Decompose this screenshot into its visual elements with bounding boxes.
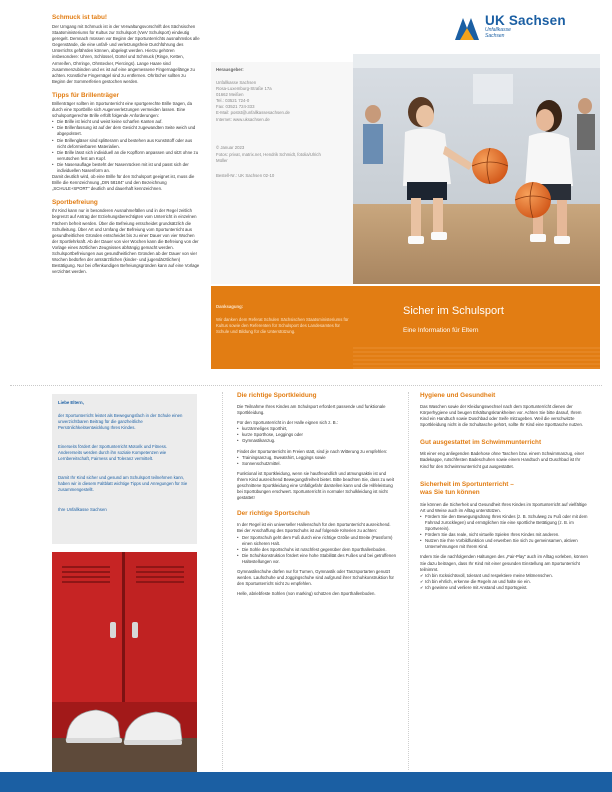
befreiung-body: Ihr Kind kann nur in besonderen Ausnahmefällen und in der Regel zeitlich begrenzt auf Antrag der Erziehungsberechtigten vom Unterricht in einzelnen Fächern befreit werden. Über die Befreiung entscheidet grundsätzlich die Schulleitung. Über Art und Umfang der Befreiung vom Sportunterricht aus gesundheitlichen Gründen entscheidet bis zu einer Dauer von vier Wochen der Sportlehrkraft. Ab der Dauer von vier Wochen kann die Befreiung von der Vorlage eines ärztlichen Zeugnisses abhängig gemacht werden. Schulsportbefreiungen aus gesundheitlichen Gründen ab der Dauer von vier Wochen bedürfen der amtsärztlichen (kinder- und jugendärztlichen) Bestätigung. Nur bei offenkundigen Befreiungsgründen kann auf eine Vorlage verzichtet werden. xyxy=(52,208,200,275)
list-item: • Die Nasenauflage besteht der Nasenrücken mit ist und passt sich der individuellen Nasenform an. xyxy=(52,162,200,174)
schmuck-title: Schmuck ist tabu! xyxy=(52,14,108,21)
photo-credits: Fotos: privat, matrix.net, Hendrik Schmidt, fotolia/Ulrich Müller xyxy=(216,152,321,164)
address-line: Rosa-Luxemburg-Straße 17a xyxy=(216,86,272,92)
brille-list xyxy=(52,119,200,174)
schwimm-title: Gut ausgestattet im Schwimmunterricht xyxy=(420,439,542,447)
letter-sign: Ihre Unfallkasse Sachsen xyxy=(58,507,107,512)
letter-p3: Damit Ihr Kind sicher und gesund am Schulsport teilnehmen kann, haben wir in diesem Faltblatt wichtige Tipps und Anregungen für Sie zusammengestellt. xyxy=(58,475,188,493)
list-item: • kurzärmeliges Sporthirt, xyxy=(237,426,397,432)
kleidung-title: Die richtige Sportkleidung xyxy=(237,392,317,399)
logo-tagline-line: Sachsen xyxy=(485,32,505,39)
befreiung-title: Sportbefreiung xyxy=(52,199,98,207)
schuh-p1: Gymnastikschuhe dürfen nur für Turnen, Gymnastik oder Tanzsportarten genutzt werden. Laufschuhe und Joggingschuhe sind aufgrund ihrer Schuhkonstruktion für den Sportunterricht nicht zu empfehlen. xyxy=(237,568,394,587)
dank-body: Wir danken dem Referat Schulen Sächsischen Staatsministeriums für Kultus sowie den Referenten für Schulsport des Landesamtes für Schule und Bildung für die Unterstützung. xyxy=(216,317,349,335)
kleidung-intro: Die Teilnahme Ihres Kindes am Schulsport erfordert passende und funktionale Sportkleidung. xyxy=(237,404,386,416)
column-divider xyxy=(408,392,409,770)
panel-middle xyxy=(237,392,397,597)
sicherheit-intro: Sie können die Sicherheit und Gesundheit Ihres Kindes im Sportunterricht auf vielfältige Art und Weise auch im Alltag unterstützen. xyxy=(420,501,587,513)
impressum xyxy=(211,14,353,284)
list-item: • Die Brille ist leicht und weist keine scharfen Kanten auf. xyxy=(52,119,200,125)
sicherheit-title-line: Sicherheit im Sportunterricht – xyxy=(420,480,514,488)
letter-p2: Einerseits fördert der Sportunterricht Motorik und Fitness. Andererseits werden durch ihn soziale Kompetenzen wie Lernbereitschaft, Fairness und Toleranz vermittelt. xyxy=(58,444,168,462)
logo-tagline xyxy=(485,28,511,39)
letter-box xyxy=(52,394,197,544)
brille-title: Tipps für Brillenträger xyxy=(52,91,119,99)
schmuck-body: Der Umgang mit Schmuck ist in der Verwaltungsvorschrift des Sächsischen Staatsministeriums für Kultus zur Schulsport (VwV Schulsport) eindeutig geregelt. Demnach müssen vor Beginn der Sportunterrichts ausnahmslos alle Gegenstände, die eine unfall- und verletzungsfreie Durchführung des Unterrichts gefährden können, abgelegt werden. Hierzu gehören insbesondere: Uhren, Schlüssel, Gürtel und Schmuck (Ringe, Ketten, Armreifen, Ohrringe, Ohrstecker, Piercings). Lange Haare sind zusammenzubinden und es ist auf eine angemessene Fingernagellänge zu achten. Künstliche Fingernägel sind zu entfernen. Ohrlöcher sollten zu Beginn der Sommerferien gestochen werden. xyxy=(52,24,200,84)
schuh-p2: Helle, abriebfeste Sohlen (non marking) schützen den Sporthallenboden. xyxy=(237,591,376,597)
hygiene-title: Hygiene und Gesundheit xyxy=(420,392,496,399)
schuh-list xyxy=(237,535,397,565)
schuh-title: Der richtige Sportschuh xyxy=(237,510,310,518)
address-line: E-Mail: postst@unfallkassesachsen.de xyxy=(216,110,290,116)
address-line: Fax: 03521 724-333 xyxy=(216,104,255,110)
list-item: • Fördern Sie das reale, nicht virtuelle Spielen Ihres Kindes mit anderen. xyxy=(420,532,590,538)
list-item: • Der Sportschuh geht dem Fuß durch eine richtige Größe und Breite (Passform) einen sicheren Halt. xyxy=(237,535,397,547)
list-item: • Sonnenschutzmittel. xyxy=(237,461,397,467)
letter-greeting: Liebe Eltern, xyxy=(58,400,84,405)
list-item: • Trainingsanzug, Sweatshirt, Leggings sowie xyxy=(237,455,397,461)
sicherheit-title xyxy=(420,481,590,497)
list-item: • Die Brillengläser sind splitterarm und bestehen aus Kunststoff oder aus nicht deformierbaren Materialien. xyxy=(52,138,200,150)
schwimm-body: Mit einer eng anliegenden Badehose ohne Taschen bzw. einem Schwimmanzug, einer Badekappe, rutschfesten Badeschuhen sowie einem Handtuch und Duschbad ist Ihr Kind für den Schwimmunterricht gut ausgestattet. xyxy=(420,451,585,469)
address-line: Internet: www.uksachsen.de xyxy=(216,116,270,122)
panel-right xyxy=(420,392,590,591)
address-line: Tel.: 03521 724-0 xyxy=(216,98,250,104)
sports-hall-photo xyxy=(353,54,600,284)
checklist-item: ✔ Ich gewinne und verliere mit Anstand und Sportsgeist. xyxy=(420,585,590,591)
cover-title: Sicher im Schulsport xyxy=(403,305,504,317)
cover-photo xyxy=(353,54,600,284)
order-number: Bestell-Nr.: UK Sachsen 02-10 xyxy=(216,173,275,178)
cover-subtitle: Eine Information für Eltern xyxy=(403,327,479,334)
sicherheit-list xyxy=(420,514,590,551)
list-item: • Die Brille lässt sich individuell an die Kopfform anpassen und sitzt ohne zu verrutschen fest am Kopf. xyxy=(52,150,200,162)
footer-blue-bar xyxy=(0,772,612,792)
dank-label: Danksagung: xyxy=(216,304,244,309)
fairplay-checklist xyxy=(420,573,590,591)
kleidung-body: Funktional ist Sportkleidung, wenn sie hautfreundlich und atmungsaktiv ist und Ihrem Kind ausreichend Bewegungsfreiheit bietet. Bitte beachten Sie, dass zu weit geschnittene Sportkleidung eine Unfallgefahr darstellen kann und die Hilfeleistung bei Sportübungen erschwert. Sportunterricht in normaler Schulkleidung ist nicht gestattet! xyxy=(237,470,394,501)
herausgeber-label: Herausgeber: xyxy=(216,67,244,72)
sicherheit-title-line: was Sie tun können xyxy=(420,488,480,496)
checklist-item: ✔ Ich bin rücksichtsvoll, tolerant und respektiere meine Mitmenschen. xyxy=(420,573,590,579)
list-item: • Nutzen Sie Ihre Vorbildfunktion und erwerben Sie sich zu gemeinsamen, aktiven Unternehmungen mit Ihrem Kind. xyxy=(420,538,590,550)
list-item: • Die Brillenfassung ist auf der dem Gesicht zugewandten Seite weich und abgepolstert. xyxy=(52,125,200,137)
logo-tagline-line: Unfallkasse xyxy=(485,27,511,33)
kleidung-frei-intro: Findet der Sportunterricht im Freien statt, sind je nach Witterung zu empfehlen: xyxy=(237,448,388,454)
schuh-intro: In der Regel ist ein universeller Hallenschuh für den Sportunterricht ausreichend. Bei der Anschaffung des Sportschuhs ist auf folgende Kriterien zu achten: xyxy=(237,522,391,534)
list-item: • Gymnastikanzug. xyxy=(237,438,397,444)
sicherheit-mid: Indem Sie die nachfolgenden Haltungen des „Fair-Play“ auch im Alltag vorleben, können Sie dazu beitragen, dass Ihr Kind mit einer gesunden Einstellung am Sportunterricht teilnimmt. xyxy=(420,554,588,572)
locker-photo xyxy=(52,552,197,774)
panel-top-left xyxy=(52,14,200,275)
letter-p1: der Sportunterricht leistet als Bewegungsfach in der Schule einen unverzichtbaren Beitrag für die ganzheitliche Persönlichkeitsentwicklung Ihres Kindes. xyxy=(58,413,183,431)
hygiene-body: Das Waschen sowie der Kleidungswechsel nach dem Sportunterricht dienen der Körperhygiene und beugen Erkältungskrankheiten vor. Achten Sie bitte darauf, Ihrem Kind ein Handtuch sowie Duschbad oder Seife mitzugeben. Weil die verschwitzte Sportkleidung nicht in die Schultasche gehört, sollte Ihr Kind eine Sporttasche nutzen. xyxy=(420,404,584,428)
red-locker-shoes-photo xyxy=(52,552,197,774)
copyright-year: © Januar 2023 xyxy=(216,145,245,150)
kleidung-halle-intro: Für den Sportunterricht in der Halle eignen sich z. B.: xyxy=(237,420,339,426)
address-line: Unfallkasse Sachsen xyxy=(216,80,257,85)
list-item: • kurze Sporthose, Leggings oder xyxy=(237,432,397,438)
logo xyxy=(453,13,593,49)
logo-name: UK Sachsen xyxy=(485,13,566,28)
brille-intro: Brillenträger sollten im Sportunterricht eine sportgerechte Brille tragen, da durch eine Sportbrille sich Augenverletzungen vermeiden lassen. Eine schulsportgerechte Brille erfüllt folgende Anforderungen: xyxy=(52,100,192,119)
address-line: 01662 Meißen xyxy=(216,92,244,98)
column-divider xyxy=(222,392,223,770)
kleidung-halle-list xyxy=(237,426,397,444)
impressum-address xyxy=(216,80,350,123)
brille-outro: Damit deutlich wird, ob eine Brille für den Schulsport geeignet ist, muss die Brille die Kennzeichnung „DIN 58184“ und den Bezeichnung „SCHULE+SPORT“ deutlich und dauerhaft kennzeichnen. xyxy=(52,174,195,192)
uk-sachsen-logo-mark xyxy=(453,14,481,42)
page-fold-line xyxy=(10,385,602,386)
kleidung-frei-list xyxy=(237,455,397,467)
list-item: • Die Schuhkonstruktion fördert eine hohe Stabilität des Fußes und bei getroffenen Haltestellungen vor. xyxy=(237,553,397,565)
list-item: • Fördern Sie den Bewegungsdrang Ihres Kindes (z. B. Schulweg zu Fuß oder mit dem Fahrrad zurücklegen) und ermöglichen Sie eine sportliche Betätigung (z. B. im Sportverein). xyxy=(420,514,590,532)
list-item: • Die Sohle des Sportschuhs ist rutschfest gegenüber dem Sporthallenboden. xyxy=(237,547,397,553)
checklist-item: ✔ Ich bin ehrlich, erkenne die Regeln an und halte sie ein. xyxy=(420,579,590,585)
orange-band-right xyxy=(353,286,600,369)
